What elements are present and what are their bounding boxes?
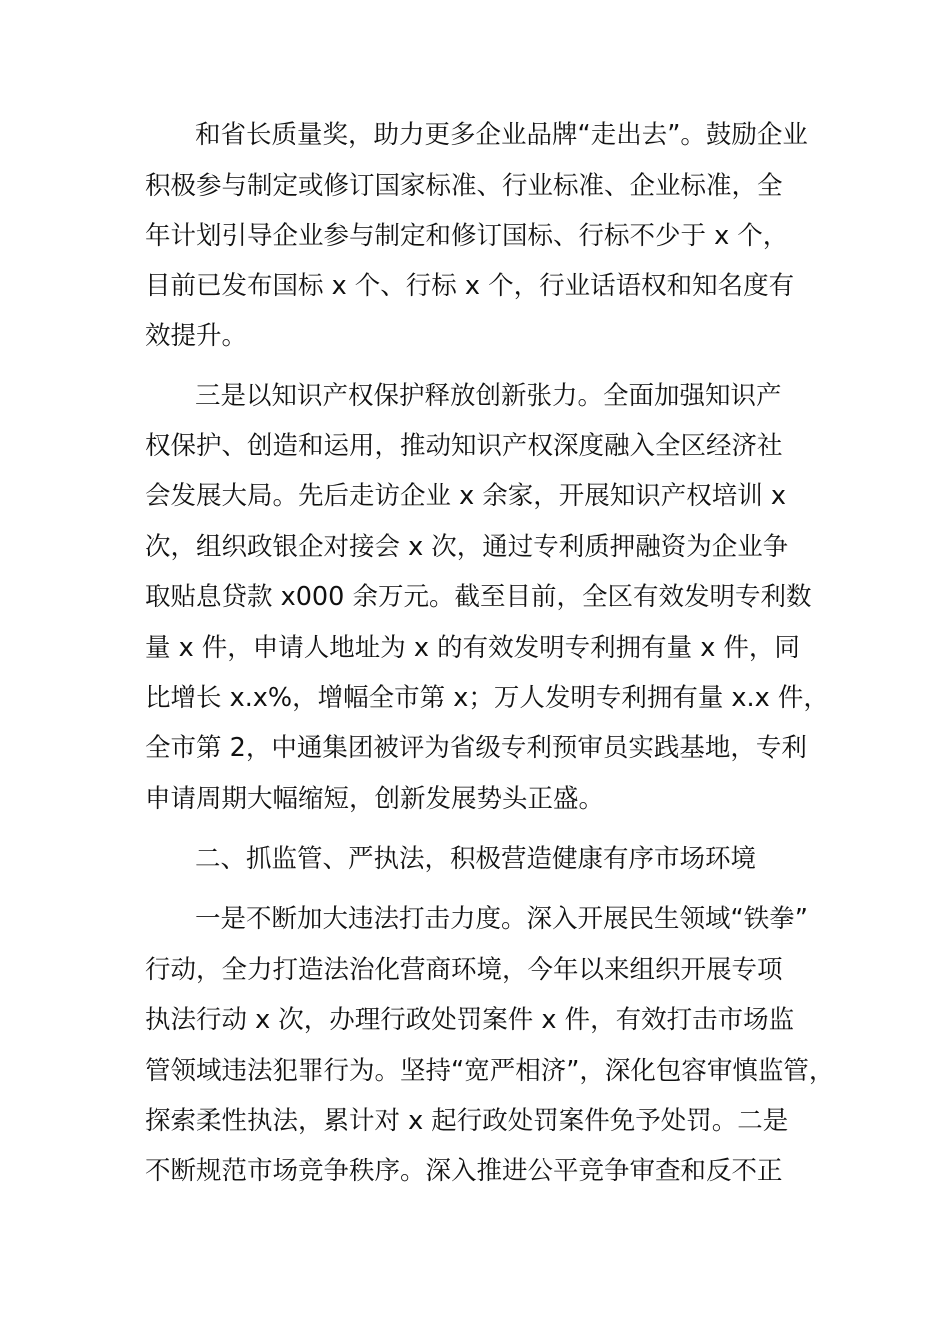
text-line: 积极参与制定或修订国家标准、行业标准、企业标准，全 — [145, 171, 783, 201]
section-heading: 二、抓监管、严执法，积极营造健康有序市场环境 — [195, 844, 757, 874]
text-line: 申请周期大幅缩短，创新发展势头正盛。 — [145, 784, 605, 814]
text-line: 探索柔性执法，累计对 x 起行政处罚案件免予处罚。二是 — [145, 1106, 789, 1136]
text-line: 量 x 件，申请人地址为 x 的有效发明专利拥有量 x 件，同 — [145, 633, 800, 663]
text-line: 年计划引导企业参与制定和修订国标、行标不少于 x 个， — [145, 221, 789, 251]
text-line: 次，组织政银企对接会 x 次，通过专利质押融资为企业争 — [145, 532, 789, 562]
text-line: 三是以知识产权保护释放创新张力。全面加强知识产 — [195, 381, 782, 411]
text-line: 全市第 2，中通集团被评为省级专利预审员实践基地，专利 — [145, 733, 807, 763]
text-line: 和省长质量奖，助力更多企业品牌“走出去”。鼓励企业 — [195, 120, 808, 150]
text-line: 一是不断加大违法打击力度。深入开展民生领域“铁拳” — [195, 904, 808, 934]
text-line: 执法行动 x 次，办理行政处罚案件 x 件，有效打击市场监 — [145, 1005, 795, 1035]
text-line: 效提升。 — [145, 321, 248, 351]
text-line: 取贴息贷款 x000 余万元。截至目前，全区有效发明专利数 — [145, 582, 812, 612]
text-line: 不断规范市场竞争秩序。深入推进公平竞争审查和反不正 — [145, 1156, 783, 1186]
text-line: 管领域违法犯罪行为。坚持“宽严相济”，深化包容审慎监管， — [145, 1056, 835, 1086]
text-line: 目前已发布国标 x 个、行标 x 个，行业话语权和知名度有 — [145, 271, 795, 301]
text-line: 会发展大局。先后走访企业 x 余家，开展知识产权培训 x — [145, 481, 787, 511]
text-line: 权保护、创造和运用，推动知识产权深度融入全区经济社 — [145, 431, 783, 461]
text-line: 比增长 x.x%，增幅全市第 x；万人发明专利拥有量 x.x 件， — [145, 683, 829, 713]
text-line: 行动，全力打造法治化营商环境，今年以来组织开展专项 — [145, 955, 783, 985]
